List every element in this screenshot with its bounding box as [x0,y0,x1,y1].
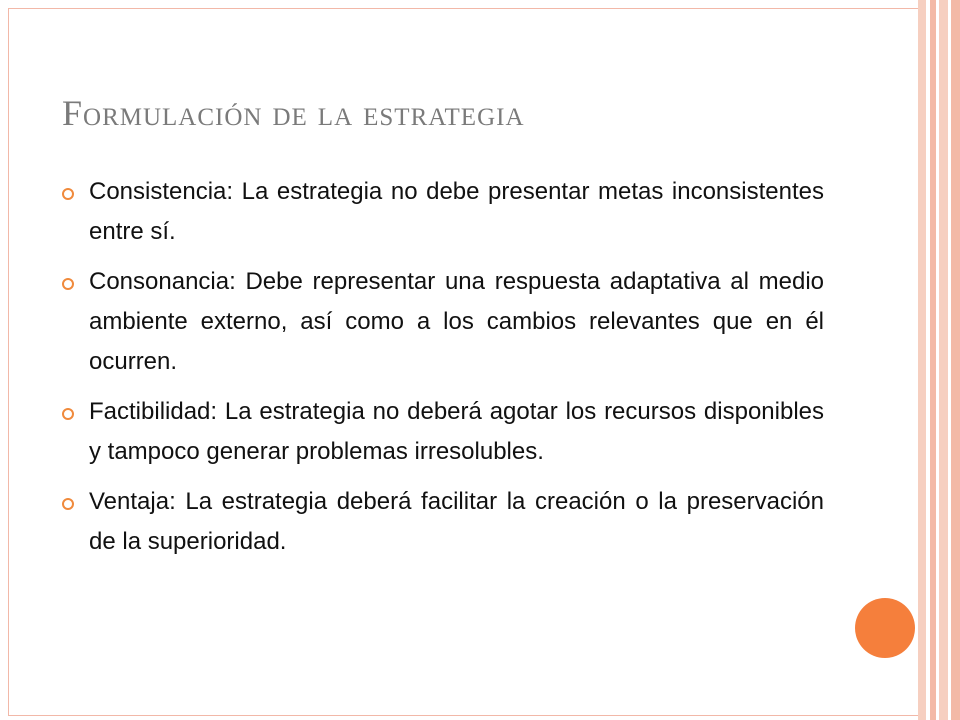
bullet-circle-icon [62,278,74,290]
bullet-list [62,172,824,572]
bullet-item [62,172,824,252]
slide-title: Formulación de la estrategia [62,93,525,133]
decorative-stripe [951,0,960,720]
decorative-stripe [918,0,926,720]
bullet-item [62,392,824,472]
bullet-text: Ventaja: La estrategia deberá facilitar la creación o la preservación de la superioridad. [89,488,824,555]
decorative-stripe [939,0,948,720]
bullet-circle-icon [62,408,74,420]
bullet-circle-icon [62,498,74,510]
bullet-item [62,262,824,382]
bullet-circle-icon [62,188,74,200]
bullet-item [62,482,824,562]
bullet-text: Consistencia: La estrategia no debe presentar metas inconsistentes entre sí. [89,178,824,245]
decorative-circle [855,598,915,658]
bullet-text: Factibilidad: La estrategia no deberá agotar los recursos disponibles y tampoco generar problemas irresolubles. [89,398,824,465]
bullet-text: Consonancia: Debe representar una respuesta adaptativa al medio ambiente externo, así como a los cambios relevantes que en él ocurren. [89,268,824,375]
